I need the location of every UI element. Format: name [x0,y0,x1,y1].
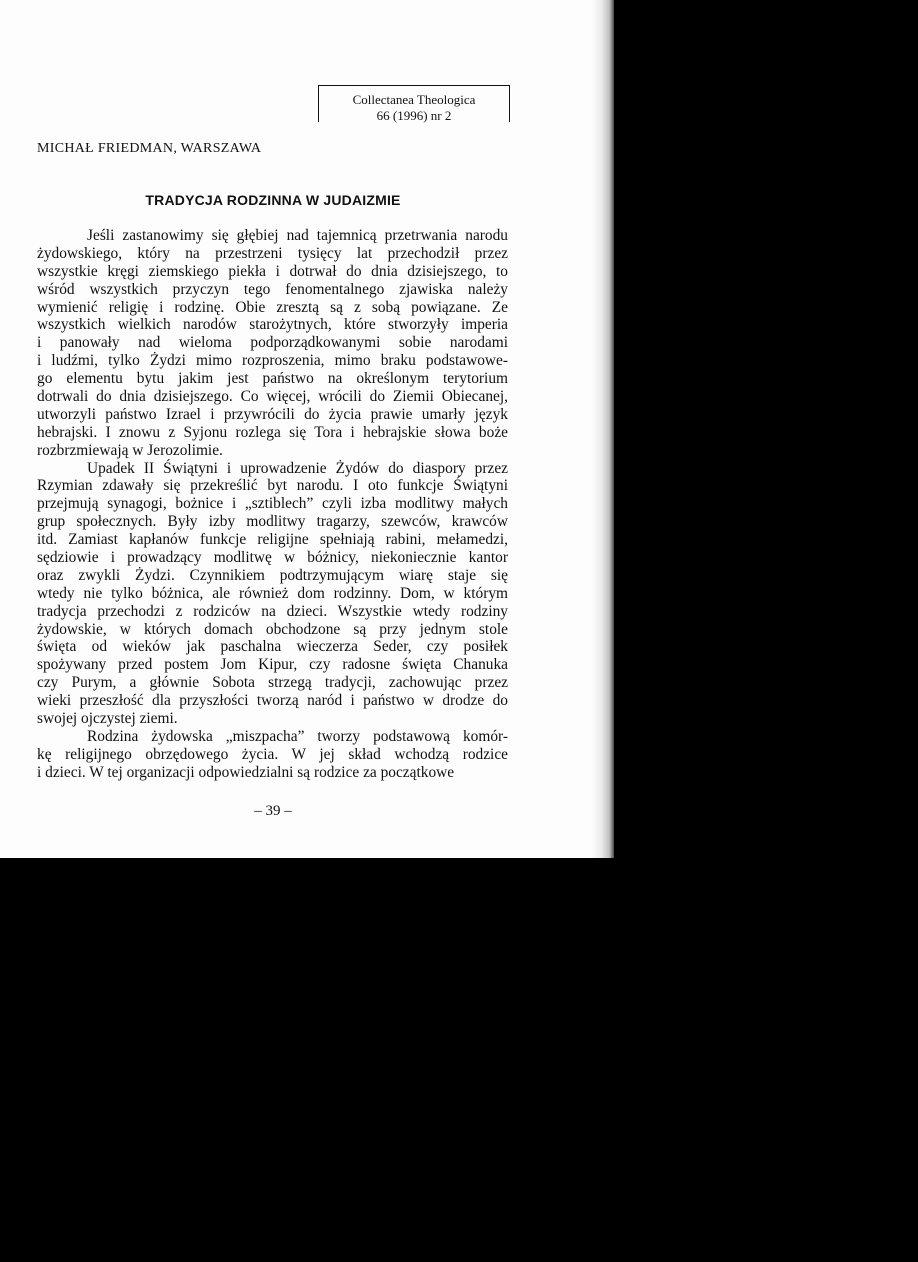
body-text-line: wszystkich wielkich narodów starożytnych, które stworzyły imperia [37,316,508,334]
body-text-line: tradycja przechodzi z rodziców na dzieci. Wszystkie wtedy rodziny [37,602,508,620]
article-body [37,227,508,782]
body-text-line: swojej ojczystej ziemi. [37,710,178,728]
body-text-line: utworzyli państwo Izrael i przywrócili do życia prawie umarły język [37,405,508,423]
page-number: – 39 – [254,803,292,819]
body-text-line: czy Purym, a głównie Sobota strzegą tradycji, zachowując przez [37,674,508,692]
body-text-line: wymienić religię i rodzinę. Obie zresztą są z sobą powiązane. Ze [37,298,508,316]
body-text-line: wszystkie kręgi ziemskiego piekła i dotrwał do dnia dzisiejszego, to [37,262,508,280]
body-text-line: kę religijnego obrzędowego życia. W jej skład wchodzą rodzice [37,745,508,763]
body-text-line: itd. Zamiast kapłanów funkcje religijne spełniają rabini, mełamedzi, [37,531,508,549]
body-text-line: żydowskie, w których domach obchodzone są przy jednym stole [37,620,508,638]
body-text-line: Upadek II Świątyni i uprowadzenie Żydów do diaspory przez [87,459,508,477]
paper-page [0,0,612,858]
body-text-line: wtedy nie tylko bóżnica, ale również dom rodzinny. Dom, w którym [37,584,508,602]
body-text-line: sędziowie i prowadzący modlitwę w bóżnicy, niekoniecznie kantor [37,549,508,567]
body-text-line: przejmują synagogi, bożnice i „sztiblech” czyli izba modlitwy małych [37,495,508,513]
body-text-line: wieki przeszłość dla przyszłości tworzą naród i państwo w drodze do [37,692,508,710]
journal-issue: 66 (1996) nr 2 [376,108,452,123]
author-line: MICHAŁ FRIEDMAN, WARSZAWA [37,141,262,156]
body-text-line: i dzieci. W tej organizacji odpowiedzialni są rodzice za początkowe [37,763,455,781]
body-text-line: Rzymian zdawały się przekreślić byt narodu. I oto funkcje Świątyni [37,477,508,495]
body-text-line: oraz zwykli Żydzi. Czynnikiem podtrzymującym wiarę staje się [37,566,508,584]
body-text-line: dotrwali do dnia dzisiejszego. Co więcej, wrócili do Ziemii Obiecanej, [37,388,508,406]
body-text-line: spożywany przed postem Jom Kipur, czy radosne święta Chanuka [37,656,508,674]
body-text-line: i ludźmi, tylko Żydzi mimo rozproszenia, mimo braku podstawowe- [37,352,508,370]
journal-name: Collectanea Theologica [352,92,476,107]
body-text-line: go elementu bytu jakim jest państwo na określonym terytorium [37,370,508,388]
body-text-line: Rodzina żydowska „miszpacha” tworzy podstawową komór- [87,727,508,745]
body-text-line: hebrajski. I znowu z Syjonu rozlega się Tora i hebrajskie słowa boże [37,423,508,441]
article-title: TRADYCJA RODZINNA W JUDAIZMIE [145,192,401,208]
body-text-line: grup społecznych. Były izby modlitwy tragarzy, szewców, krawców [37,513,508,531]
journal-citation-box [318,85,510,122]
body-text-line: Jeśli zastanowimy się głębiej nad tajemnicą przetrwania narodu [87,227,508,244]
body-text-line: i panowały nad wieloma podporządkowanymi sobie narodami [37,334,508,352]
paper-edge-shadow [592,0,614,858]
body-text-line: święta od wieków jak paschalna wieczerza Seder, czy posiłek [37,638,508,656]
body-text-line: żydowskiego, który na przestrzeni tysięcy lat przechodził przez [37,244,508,262]
body-text-line: rozbrzmiewają w Jerozolimie. [37,441,223,459]
body-text-line: wśród wszystkich przyczyn tego fenomentalnego zjawiska należy [37,280,508,298]
